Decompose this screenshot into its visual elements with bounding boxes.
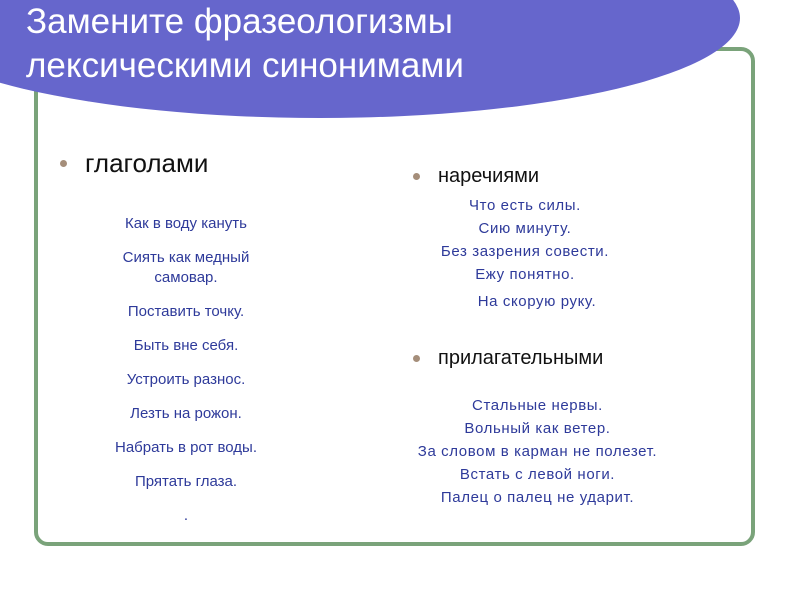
list-item: Устроить разнос. (126, 371, 246, 388)
list-item: Вольный как ветер. (464, 420, 611, 437)
list-item: Быть вне себя. (133, 337, 239, 354)
list-item: Палец о палец не ударит. (440, 489, 635, 506)
adverbs-section-header (413, 165, 539, 188)
list-item: На скорую руку. (477, 293, 597, 310)
adverbs-heading: наречиями (438, 165, 540, 187)
adverbs-list (400, 194, 650, 313)
list-item: За словом в карман не полезет. (417, 443, 658, 460)
slide-title-line-2: лексическими синонимами (26, 46, 464, 85)
list-item: Встать с левой ноги. (459, 466, 616, 483)
slide-title-line-1: Замените фразеологизмы (26, 2, 453, 41)
verbs-section-header (60, 148, 208, 179)
list-item: Поставить точку. (127, 303, 245, 320)
list-item: Набрать в рот воды. (114, 439, 258, 456)
list-item: Сиять как медный самовар. (122, 249, 250, 286)
list-item: Прятать глаза. (134, 473, 238, 490)
adjectives-section-header (413, 347, 603, 370)
list-item: . (183, 507, 189, 524)
adjectives-list (385, 394, 690, 509)
slide-title (26, 0, 464, 88)
list-item: Стальные нервы. (472, 397, 603, 414)
list-item: Как в воду кануть (125, 215, 247, 232)
list-item: Что есть силы. (469, 197, 581, 214)
bullet-icon (413, 355, 420, 362)
list-item: Ежу понятно. (475, 266, 575, 283)
verbs-heading: глаголами (85, 148, 209, 178)
bullet-icon (413, 173, 420, 180)
adjectives-heading: прилагательными (438, 347, 604, 369)
list-item: Сию минуту. (478, 220, 572, 237)
list-item: Без зазрения совести. (440, 243, 610, 260)
list-item: Лезть на рожон. (130, 405, 242, 422)
verbs-list (88, 214, 284, 540)
bullet-icon (60, 160, 67, 167)
